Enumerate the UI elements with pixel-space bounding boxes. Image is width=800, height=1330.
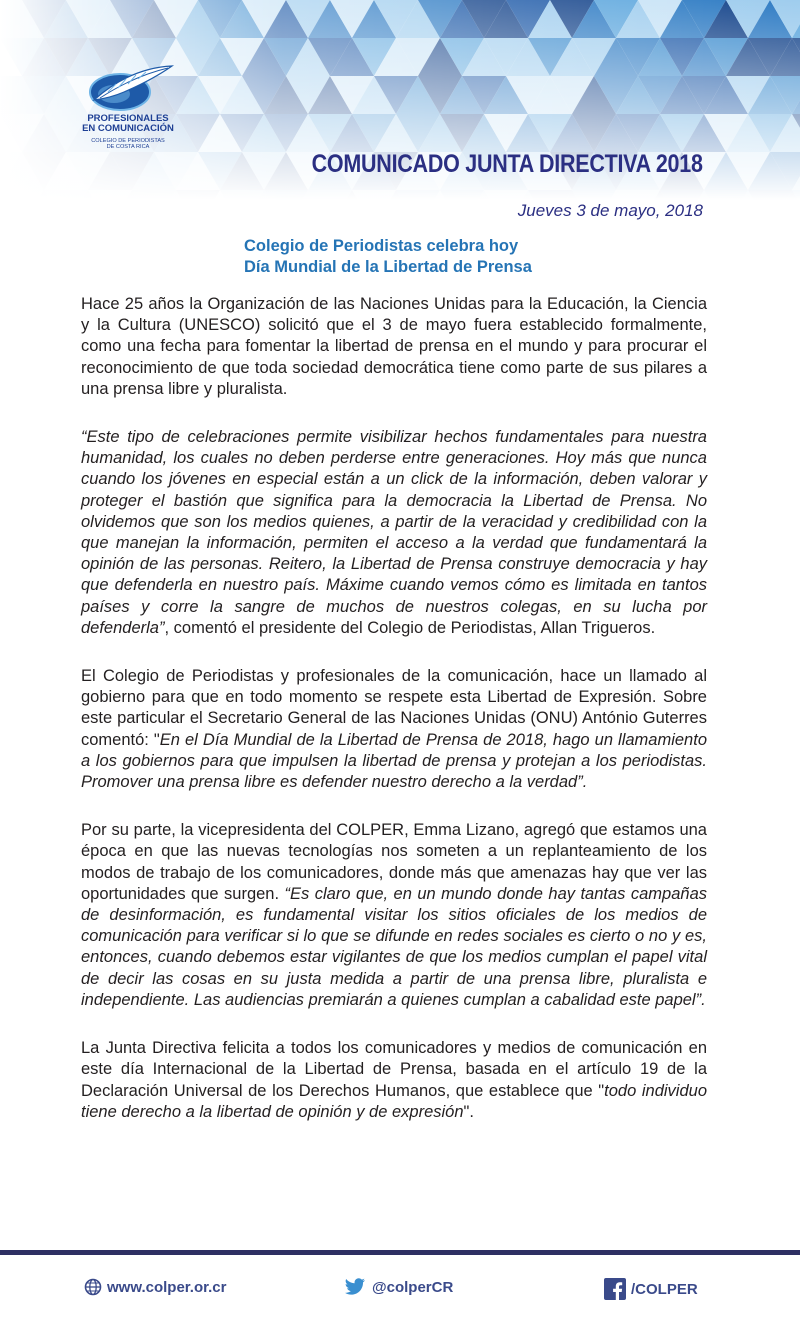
closing-end: ".: [463, 1102, 474, 1121]
closing-intro: La Junta Directiva felicita a todos los comunicadores y medios de comunicación en este día Internacional de la Libertad de Prensa, basada en el artículo 19 de la Declaración Universal de los Derechos Humanos, que establece que ": [81, 1039, 707, 1100]
paragraph-guterres: [81, 666, 707, 793]
headline-line-2: Día Mundial de la Libertad de Prensa: [244, 258, 532, 276]
twitter-handle: @colperCR: [372, 1278, 454, 1296]
closing-quote: todo individuo tiene derecho a la libertad de opinión y de expresión: [81, 1081, 708, 1121]
president-attribution: , comentó el presidente del Colegio de Periodistas, Allan Trigueros.: [164, 618, 656, 637]
quill-globe-icon: [80, 62, 176, 116]
guterres-quote: En el Día Mundial de la Libertad de Prensa de 2018, hago un llamamiento a los gobiernos para que impulsen la libertad de prensa y protejan a los periodistas. Promover una prensa libre es defender nuestro derecho a la verdad”.: [81, 730, 707, 792]
article-body: [81, 294, 707, 1123]
globe-icon: [84, 1278, 102, 1296]
president-quote: “Este tipo de celebraciones permite visibilizar hechos fundamentales para nuestra humanidad, los cuales no deben perderse entre generaciones. Hoy más que nunca cuando los jóvenes en especial están a un click de la información, deben valorar y proteger el bastión que significa para la democracia la Libertad de Prensa. No olvidemos que son los medios quienes, a partir de la veracidad y credibilidad con la que manejan la información, permiten el acceso a la verdad que fundamentará la opinión de las personas. Reitero, la Libertad de Prensa construye democracia y hay que defenderla en nuestro país. Máxime cuando vemos cómo es limitada en tantos países y corre la sangre de muchos de nuestros colegas, en su lucha por defenderla”: [81, 428, 707, 637]
logo-wordmark: PROFESIONALES EN COMUNICACIÓN: [82, 113, 174, 134]
footer-website-link[interactable]: [84, 1278, 227, 1296]
website-label: www.colper.or.cr: [107, 1278, 227, 1296]
logo-subtitle: COLEGIO DE PERIODISTAS DE COSTA RICA: [91, 138, 165, 150]
document-date: Jueves 3 de mayo, 2018: [517, 201, 703, 220]
footer-divider: [0, 1250, 800, 1255]
footer-facebook-link[interactable]: [604, 1278, 698, 1300]
facebook-page: /COLPER: [631, 1280, 698, 1298]
document-title: COMUNICADO JUNTA DIRECTIVA 2018: [311, 150, 703, 178]
paragraph-intro: Hace 25 años la Organización de las Naciones Unidas para la Educación, la Ciencia y la Cultura (UNESCO) solicitó que el 3 de mayo fuera establecido formalmente, como una fecha para fomentar la libertad de prensa en el mundo y para procurar el reconocimiento de que toda sociedad democrática tiene como parte de sus pilares a una prensa libre y pluralista.: [81, 295, 707, 398]
headline-line-1: Colegio de Periodistas celebra hoy: [244, 237, 519, 255]
colper-logo: [80, 62, 176, 182]
twitter-bird-icon: [343, 1278, 367, 1296]
paragraph-closing: [81, 1038, 707, 1123]
facebook-icon: [604, 1278, 626, 1300]
paragraph-president-quote: [81, 427, 707, 639]
headline: [244, 236, 532, 278]
paragraph-vicepresident: [81, 820, 707, 1011]
footer-twitter-link[interactable]: [343, 1278, 453, 1296]
guterres-intro: El Colegio de Periodistas y profesionales de la comunicación, hace un llamado al gobierno para que en todo momento se respete esta Libertad de Expresión. Sobre este particular el Secretario General de las Naciones Unidas (ONU) António Guterres comentó: ": [81, 667, 707, 749]
vicepresident-intro: Por su parte, la vicepresidenta del COLPER, Emma Lizano, agregó que estamos una época en que las nuevas tecnologías nos someten a un replanteamiento de los modos de trabajo de los comunicadores, donde más que amenazas hay que ver las oportunidades que surgen.: [81, 821, 707, 903]
vicepresident-quote: “Es claro que, en un mundo donde hay tantas campañas de desinformación, es fundamental visitar los sitios oficiales de los medios de comunicación para verificar si lo que se difunde en redes sociales es cierto o no y es, entonces, cuando debemos estar vigilantes de que los medios cumplan el papel vital de decir las cosas en su justa medida a partir de una prensa libre, pluralista e independiente. Las audiencias premiarán a quienes cumplan a cabalidad este papel”.: [81, 884, 707, 1009]
